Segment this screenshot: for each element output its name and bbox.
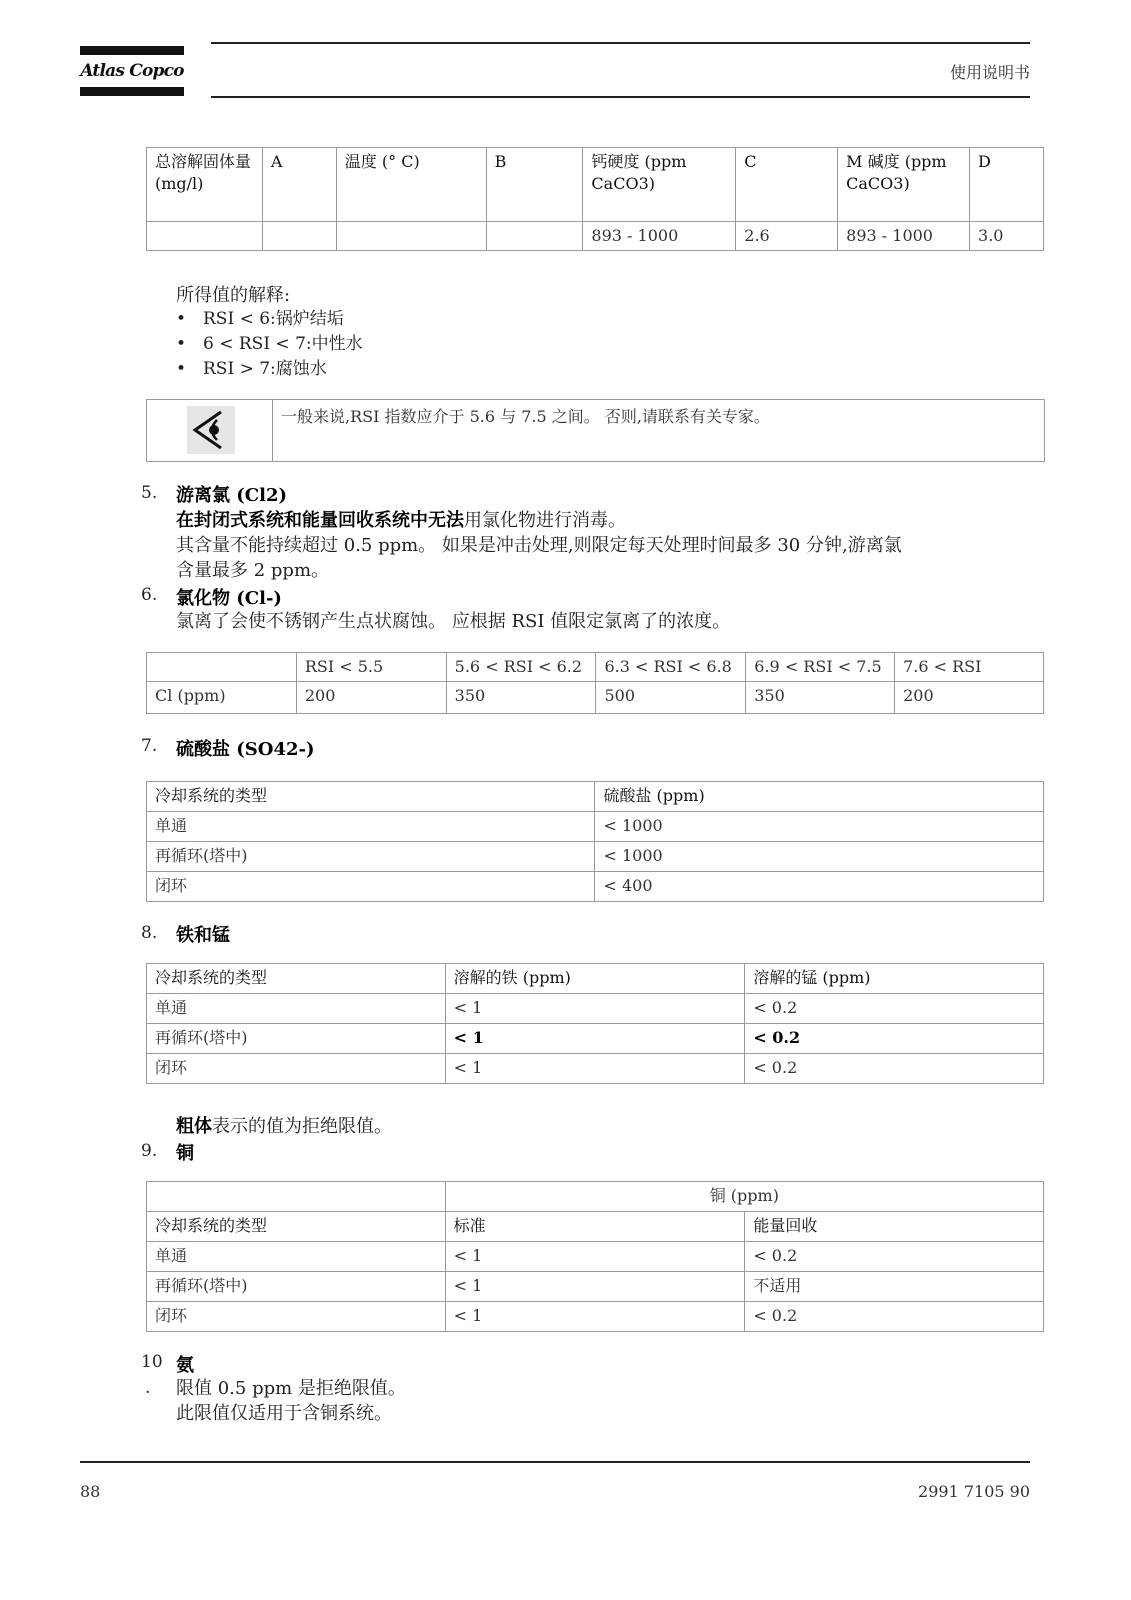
note-rest: 表示的值为拒绝限值。	[212, 1116, 392, 1137]
header-cell: 5.6 < RSI < 6.2	[446, 653, 596, 682]
table-cell: < 0.2	[745, 1302, 1044, 1332]
section-5-line-3: 含量最多 2 ppm。	[176, 560, 330, 581]
header-cell: C	[736, 148, 838, 222]
table-row	[147, 1302, 1044, 1332]
header-cell: 6.3 < RSI < 6.8	[596, 653, 746, 682]
section-9-number: 9.	[141, 1141, 158, 1161]
table-row	[147, 1054, 1044, 1084]
bold-word: 粗体	[176, 1116, 212, 1137]
table-cell: 再循环(塔中)	[147, 1272, 446, 1302]
header-cell: 标准	[445, 1212, 745, 1242]
header-cell: 溶解的铁 (ppm)	[445, 964, 745, 994]
header-rule-top	[211, 42, 1030, 44]
header-cell: 钙硬度 (ppm CaCO3)	[583, 148, 736, 222]
logo-bar-bottom	[80, 87, 184, 96]
table-cell: 闭环	[147, 872, 595, 902]
rsi-parameter-table	[146, 147, 1044, 251]
header-cell: 冷却系统的类型	[147, 1212, 446, 1242]
table-cell: 再循环(塔中)	[147, 842, 595, 872]
table-header-row	[147, 782, 1044, 812]
tds-label: 总溶解固体量 (mg/l)	[155, 152, 252, 193]
table-cell: 单通	[147, 1242, 446, 1272]
section-6-text: 氯离了会使不锈钢产生点状腐蚀。 应根据 RSI 值限定氯离了的浓度。	[176, 611, 731, 632]
section-6-number: 6.	[141, 585, 158, 605]
header-rule-bottom	[211, 96, 1030, 98]
table-cell: < 0.2	[745, 1242, 1044, 1272]
list-item: • RSI > 7:腐蚀水	[176, 357, 363, 382]
footer-rule	[80, 1461, 1030, 1463]
table-row	[147, 1272, 1044, 1302]
section-7-title: 硫酸盐 (SO42-)	[176, 739, 315, 760]
table-cell: 200	[895, 682, 1044, 714]
table-cell: 893 - 1000	[583, 222, 736, 251]
table-cell: 单通	[147, 812, 595, 842]
header-cell: D	[970, 148, 1044, 222]
table-cell: < 1000	[595, 812, 1044, 842]
table-row	[147, 682, 1044, 714]
note-box	[146, 399, 1045, 462]
table-row	[147, 222, 1044, 251]
table-cell: 500	[596, 682, 746, 714]
note-divider	[272, 400, 273, 461]
table-cell: 闭环	[147, 1302, 446, 1332]
table-cell: < 0.2	[745, 1054, 1044, 1084]
table-cell: < 1000	[595, 842, 1044, 872]
table-cell: < 1	[445, 1024, 745, 1054]
header-cell: 冷却系统的类型	[147, 782, 595, 812]
reject-limit-note	[176, 1114, 392, 1139]
section-9-title: 铜	[176, 1143, 194, 1164]
header-cell: 溶解的锰 (ppm)	[745, 964, 1044, 994]
header-cell	[147, 148, 263, 222]
document-number: 2991 7105 90	[918, 1482, 1030, 1501]
list-item: • 6 < RSI < 7:中性水	[176, 332, 363, 357]
eye-icon	[187, 406, 235, 454]
chloride-table	[146, 652, 1044, 714]
table-header-row	[147, 964, 1044, 994]
section-5-text: 用氯化物进行消毒。	[464, 510, 626, 531]
table-cell: Cl (ppm)	[147, 682, 297, 714]
document-title: 使用说明书	[949, 63, 1030, 82]
header-cell: 冷却系统的类型	[147, 964, 446, 994]
header-cell: 硫酸盐 (ppm)	[595, 782, 1044, 812]
table-cell: 893 - 1000	[838, 222, 970, 251]
table-cell	[336, 222, 486, 251]
section-7-number: 7.	[141, 736, 158, 756]
header-cell: B	[486, 148, 583, 222]
table-row	[147, 1242, 1044, 1272]
table-cell: < 1	[445, 1054, 745, 1084]
header-cell: RSI < 5.5	[296, 653, 446, 682]
table-cell: < 1	[445, 994, 745, 1024]
page-number: 88	[80, 1482, 101, 1501]
table-cell: < 400	[595, 872, 1044, 902]
header-cell: M 碱度 (ppm CaCO3)	[838, 148, 970, 222]
table-cell: < 0.2	[745, 1024, 1044, 1054]
table-cell: 单通	[147, 994, 446, 1024]
table-cell: 闭环	[147, 1054, 446, 1084]
interpretation-title: 所得值的解释:	[176, 285, 291, 306]
section-5-line-1	[176, 508, 626, 533]
header-cell: 温度 (° C)	[336, 148, 486, 222]
table-cell: < 1	[445, 1272, 745, 1302]
table-cell: 350	[746, 682, 895, 714]
section-5-bold-text: 在封闭式系统和能量回收系统中无法	[176, 510, 464, 531]
table-cell: < 0.2	[745, 994, 1044, 1024]
table-cell	[486, 222, 583, 251]
atlas-copco-logo	[80, 46, 184, 98]
table-cell	[147, 222, 263, 251]
section-8-number: 8.	[141, 923, 158, 943]
section-10-number: 10	[141, 1352, 163, 1372]
table-group-header-row	[147, 1182, 1044, 1212]
table-row	[147, 872, 1044, 902]
section-5-line-2: 其含量不能持续超过 0.5 ppm。 如果是冲击处理,则限定每天处理时间最多 30 分钟,游离氯	[176, 535, 902, 556]
interpretation-list	[176, 307, 363, 382]
logo-bar-top	[80, 46, 184, 55]
header-cell: 能量回收	[745, 1212, 1044, 1242]
note-text: 一般来说,RSI 指数应介于 5.6 与 7.5 之间。 否则,请联系有关专家。	[281, 407, 770, 426]
group-header-cell: 铜 (ppm)	[445, 1182, 1043, 1212]
table-cell: < 1	[445, 1242, 745, 1272]
header-cell	[147, 1182, 446, 1212]
table-cell: 2.6	[736, 222, 838, 251]
table-header-row	[147, 148, 1044, 222]
header-cell: 7.6 < RSI	[895, 653, 1044, 682]
table-cell: 再循环(塔中)	[147, 1024, 446, 1054]
section-10-title: 氨	[176, 1355, 194, 1376]
table-header-row	[147, 653, 1044, 682]
section-5-number: 5.	[141, 483, 158, 503]
header-cell: A	[262, 148, 336, 222]
section-10-line-2: 此限值仅适用于含铜系统。	[176, 1403, 392, 1424]
table-cell	[262, 222, 336, 251]
header-cell: 6.9 < RSI < 7.5	[746, 653, 895, 682]
table-row	[147, 994, 1044, 1024]
table-cell: < 1	[445, 1302, 745, 1332]
table-row	[147, 842, 1044, 872]
table-row	[147, 1024, 1044, 1054]
section-10-line-1: 限值 0.5 ppm 是拒绝限值。	[176, 1378, 406, 1399]
section-8-title: 铁和锰	[176, 925, 230, 946]
table-cell: 350	[446, 682, 596, 714]
table-cell: 不适用	[745, 1272, 1044, 1302]
list-item: • RSI < 6:锅炉结垢	[176, 307, 363, 332]
table-header-row	[147, 1212, 1044, 1242]
table-cell: 3.0	[970, 222, 1044, 251]
logo-wordmark: Atlas Copco	[80, 61, 184, 81]
iron-manganese-table	[146, 963, 1044, 1084]
sulfate-table	[146, 781, 1044, 902]
header-cell	[147, 653, 297, 682]
table-row	[147, 812, 1044, 842]
table-cell: 200	[296, 682, 446, 714]
section-6-title: 氯化物 (Cl-)	[176, 588, 282, 609]
section-5-title: 游离氯 (Cl2)	[176, 485, 287, 506]
section-10-dot: .	[145, 1378, 151, 1398]
copper-table	[146, 1181, 1044, 1332]
